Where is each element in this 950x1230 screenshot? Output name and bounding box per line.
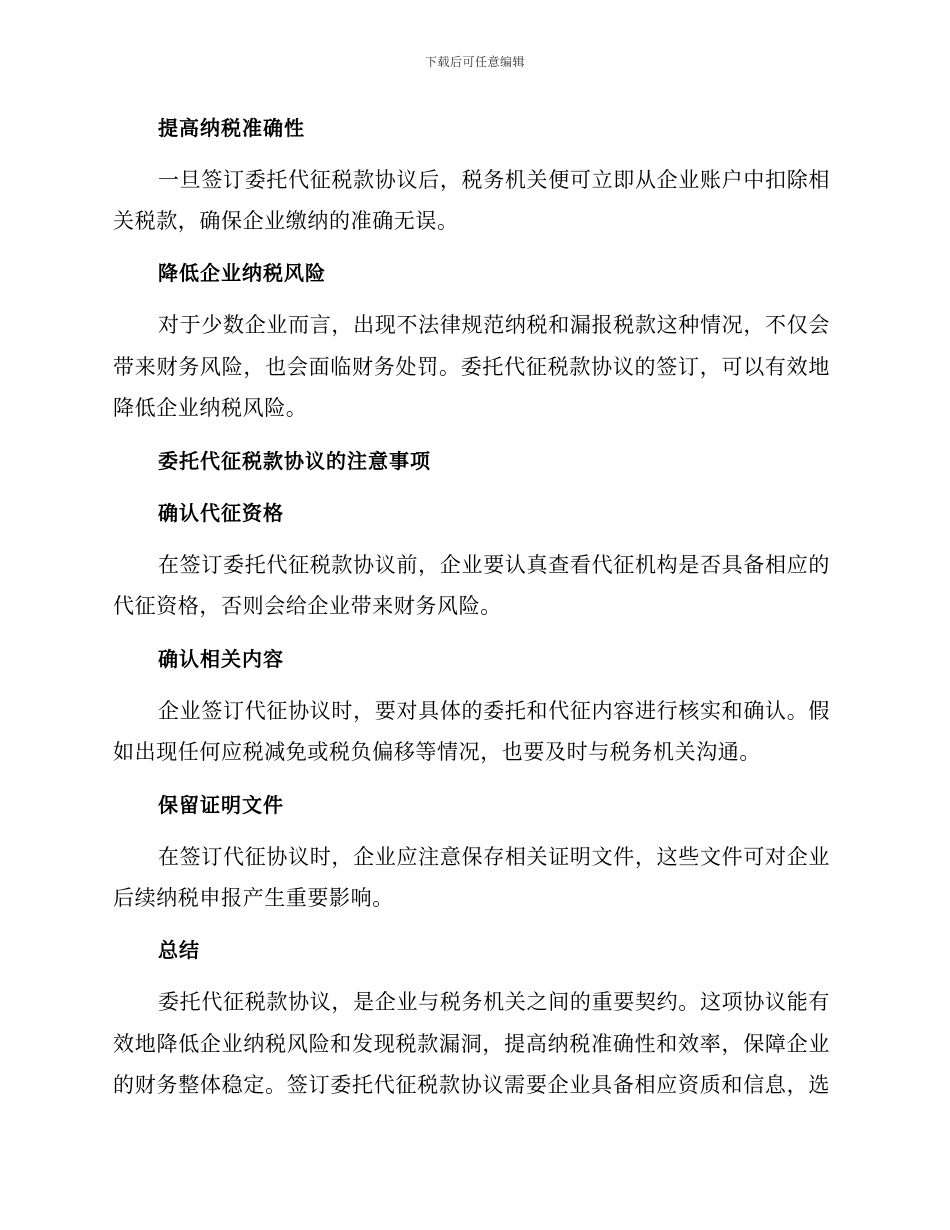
paragraph-line: 的财务整体稳定。签订委托代征税款协议需要企业具备相应资质和信息，选 — [113, 1073, 830, 1097]
page-header: 下载后可任意编辑 — [424, 55, 525, 69]
section-heading: 提高纳税准确性 — [158, 116, 305, 140]
paragraph-line: 带来财务风险，也会面临财务处罚。委托代征税款协议的签订，可以有效地 — [113, 355, 830, 379]
paragraph-line: 企业签订代征协议时，要对具体的委托和代征内容进行核实和确认。假 — [158, 699, 830, 723]
paragraph-line: 在签订代征协议时，企业应注意保存相关证明文件，这些文件可对企业 — [158, 845, 830, 869]
section-heading: 确认代征资格 — [158, 501, 284, 525]
paragraph-line: 在签订委托代征税款协议前，企业要认真查看代征机构是否具备相应的 — [158, 553, 830, 577]
paragraph-line: 后续纳税申报产生重要影响。 — [113, 886, 394, 910]
paragraph-line: 如出现任何应税减免或税负偏移等情况，也要及时与税务机关沟通。 — [113, 740, 761, 764]
section-heading: 委托代征税款协议的注意事项 — [158, 449, 431, 473]
paragraph-line: 降低企业纳税风险。 — [113, 396, 308, 420]
section-heading: 保留证明文件 — [158, 793, 284, 817]
paragraph-line: 代征资格，否则会给企业带来财务风险。 — [113, 594, 502, 618]
section-heading: 降低企业纳税风险 — [158, 261, 326, 285]
paragraph-line: 效地降低企业纳税风险和发现税款漏洞，提高纳税准确性和效率，保障企业 — [113, 1032, 830, 1056]
section-heading: 确认相关内容 — [158, 647, 284, 671]
paragraph-line: 一旦签订委托代征税款协议后，税务机关便可立即从企业账户中扣除相 — [158, 168, 830, 192]
paragraph-line: 关税款，确保企业缴纳的准确无误。 — [113, 209, 459, 233]
paragraph-line: 委托代征税款协议，是企业与税务机关之间的重要契约。这项协议能有 — [158, 990, 830, 1014]
paragraph-line: 对于少数企业而言，出现不法律规范纳税和漏报税款这种情况，不仅会 — [158, 313, 830, 337]
section-heading: 总结 — [158, 938, 200, 962]
